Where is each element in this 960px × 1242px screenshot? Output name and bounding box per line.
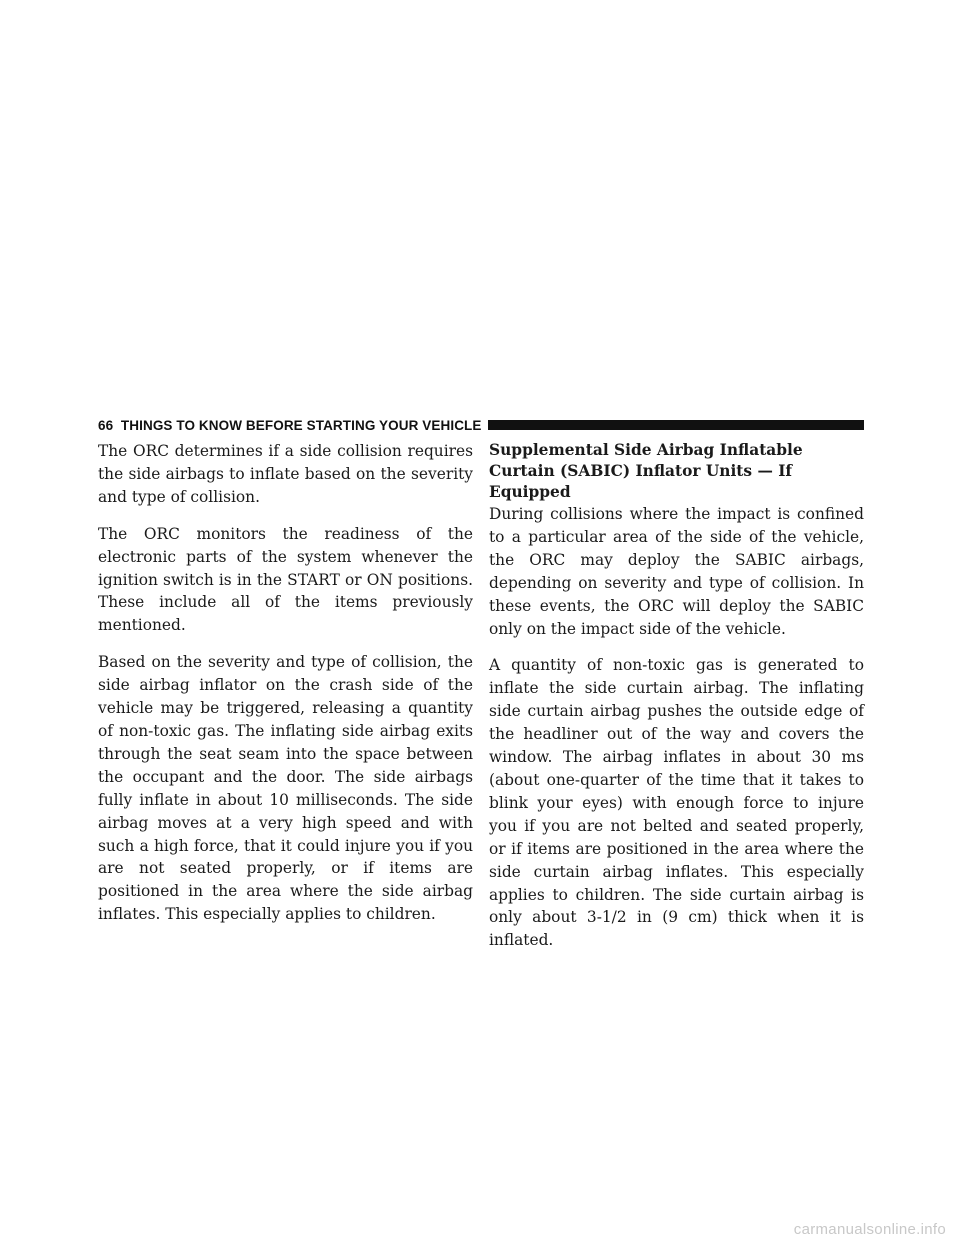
section-title: THINGS TO KNOW BEFORE STARTING YOUR VEHICLE [120, 417, 482, 433]
right-column [489, 440, 864, 966]
right-paragraph-2: A quantity of non-toxic gas is generated to inflate the side curtain airbag. The inflating side curtain airbag pushes the outside edge of the headliner out of the way and covers the window. The airbag inflates in about 30 ms (about one-quarter of the time that it takes to blink your eyes) with enough force to injure you if you are not belted and seated properly, or if items are positioned in the area where the side curtain airbag inflates. This especially applies to children. The side curtain airbag is only about 3-1/2 in (9 cm) thick when it is inflated. [489, 656, 864, 950]
left-column [98, 440, 473, 940]
page-header [98, 416, 864, 434]
page-header-text [98, 418, 482, 433]
watermark-text: carmanualsonline.info [793, 1221, 946, 1238]
header-rule [488, 420, 865, 430]
page-number: 66 [98, 417, 114, 433]
left-paragraph-3: Based on the severity and type of collision, the side airbag inflator on the crash side of the vehicle may be triggered, releasing a quantity of non-toxic gas. The inflating side airbag exits through the seat seam into the space between the occupant and the door. The side airbags fully inflate in about 10 milliseconds. The side airbag moves at a very high speed and with such a high force, that it could injure you if you are not seated properly, or if items are positioned in the area where the side airbag inflates. This especially applies to children. [98, 653, 473, 924]
right-paragraph-1: During collisions where the impact is confined to a particular area of the side of the vehicle, the ORC may deploy the SABIC airbags, depending on severity and type of collision. In these events, the ORC will deploy the SABIC only on the impact side of the vehicle. [489, 505, 864, 638]
left-paragraph-1: The ORC determines if a side collision requires the side airbags to inflate based on the severity and type of collision. [98, 442, 473, 506]
section-heading: Supplemental Side Airbag Inflatable Curtain (SABIC) Inflator Units — If Equipped [489, 441, 803, 501]
left-paragraph-2: The ORC monitors the readiness of the electronic parts of the system whenever the ignition switch is in the START or ON positions. These include all of the items previously mentioned. [98, 524, 473, 635]
